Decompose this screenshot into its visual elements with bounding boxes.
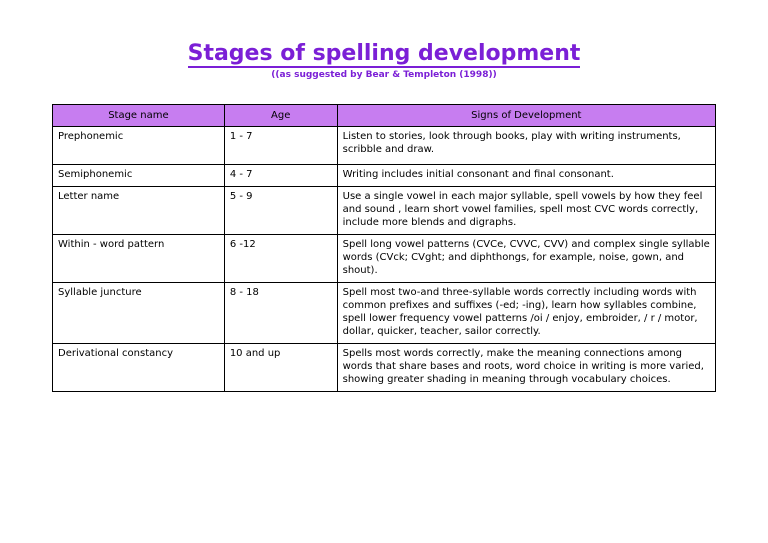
header-stage-name: Stage name (53, 105, 225, 127)
stage-name-cell: Within - word pattern (53, 235, 225, 283)
age-cell: 6 -12 (224, 235, 337, 283)
table-header-row (53, 105, 716, 127)
stage-name-cell: Letter name (53, 187, 225, 235)
table-row (53, 344, 716, 392)
table-row (53, 165, 716, 187)
table-row (53, 235, 716, 283)
header-signs-of-development: Signs of Development (337, 105, 715, 127)
age-cell: 8 - 18 (224, 283, 337, 344)
signs-cell: Use a single vowel in each major syllable, spell vowels by how they feel and sound , learn short vowel families, spell most CVC words correctly, include more blends and digraphs. (337, 187, 715, 235)
stage-name-cell: Syllable juncture (53, 283, 225, 344)
age-cell: 10 and up (224, 344, 337, 392)
table-row (53, 283, 716, 344)
stage-name-cell: Derivational constancy (53, 344, 225, 392)
document-title (0, 40, 768, 68)
signs-cell: Writing includes initial consonant and final consonant. (337, 165, 715, 187)
document-subtitle: ((as suggested by Bear & Templeton (1998)) (271, 70, 497, 80)
age-cell: 5 - 9 (224, 187, 337, 235)
header-age: Age (224, 105, 337, 127)
signs-cell: Spell most two-and three-syllable words correctly including words with common prefixes and suffixes (-ed; -ing), learn how syllables combine, spell lower frequency vowel patterns /oi / enjoy, embroider, / r / motor, dollar, quicker, teacher, sailor correctly. (337, 283, 715, 344)
spelling-stages-table (52, 104, 716, 392)
age-cell: 4 - 7 (224, 165, 337, 187)
document-title-text: Stages of spelling development (187, 41, 581, 66)
signs-cell: Spell long vowel patterns (CVCe, CVVC, CVV) and complex single syllable words (CVck; CVght; and diphthongs, for example, noise, gown, and shout). (337, 235, 715, 283)
table-row (53, 127, 716, 165)
signs-cell: Spells most words correctly, make the meaning connections among words that share bases and roots, word choice in writing is more varied, showing greater shading in meaning through vocabulary choices. (337, 344, 715, 392)
stage-name-cell: Semiphonemic (53, 165, 225, 187)
signs-cell: Listen to stories, look through books, play with writing instruments, scribble and draw. (337, 127, 715, 165)
table-row (53, 187, 716, 235)
stage-name-cell: Prephonemic (53, 127, 225, 165)
age-cell: 1 - 7 (224, 127, 337, 165)
